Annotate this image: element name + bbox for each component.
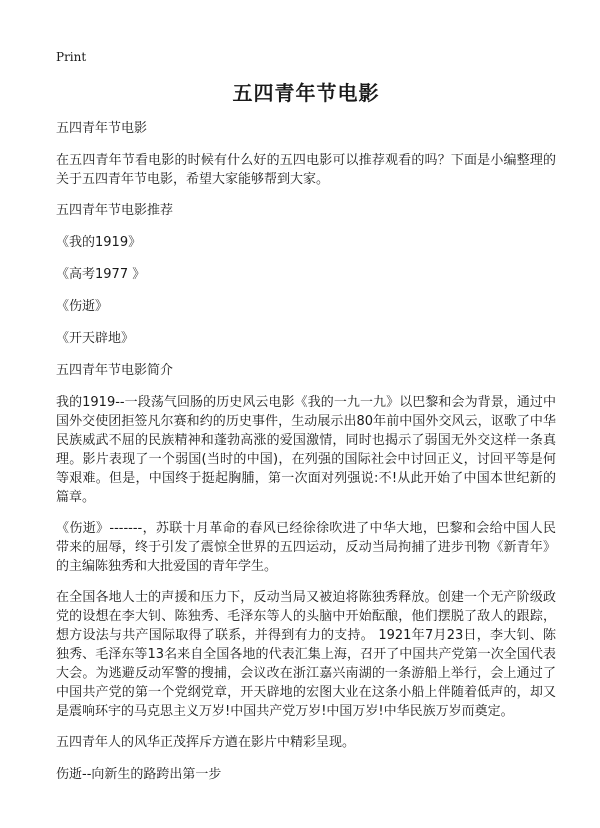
section-heading-recommend: 五四青年节电影推荐 xyxy=(56,203,174,218)
paragraph-synopsis-1919: 我的1919--一段荡气回肠的历史风云电影《我的一九一九》以巴黎和会为背景，通过中国外交使团拒签凡尔赛和约的历史事件，生动展示出80年前中国外交风云，讴歌了中华民族威武不屈的民族精神和蓬勃高涨的爱国激情，同时也揭示了弱国无外交这样一条真理。影片表现了一个弱国(当时的中国)，在列强的国际社会中讨回正义，讨回平等是何等艰难。但是，中国终于挺起胸脯，第一次面对列强说:不!从此开始了中国本世纪新的篇章。 xyxy=(56,395,556,505)
paragraph-synopsis-shangshi: 《伤逝》-------，苏联十月革命的春风已经徐徐吹进了中华大地，巴黎和会给中国人民带来的屈辱，终于引发了震惊全世界的五四运动，反动当局拘捕了进步刊物《新青年》的主编陈独秀和大批爱国的青年学生。 xyxy=(56,521,556,574)
paragraph-synopsis-party: 在全国各地人士的声援和压力下，反动当局又被迫将陈独秀释放。创建一个无产阶级政党的设想在李大钊、陈独秀、毛泽东等人的头脑中开始酝酿，他们摆脱了敌人的跟踪，想方设法与共产国际取得了联系，并得到有力的支持。 1921年7月23日，李大钊、陈独秀、毛泽东等13名来自全国各地的代表汇集上海，召开了中国共产党第一次全国代表大会。为逃避反动军警的搜捕，会议改在浙江嘉兴南湖的一条游船上举行，会上通过了中国共产党的第一个党纲党章，开天辟地的宏图大业在这条小船上伴随着低声的，却又是震响环宇的马克思主义万岁!中国共产党万岁!中国万岁!中华民族万岁而奠定。 xyxy=(56,590,556,719)
movie-item: 《伤逝》 xyxy=(56,299,109,314)
paragraph-intro: 在五四青年节看电影的时候有什么好的五四电影可以推荐观看的吗？下面是小编整理的关于五四青年节电影，希望大家能够帮到大家。 xyxy=(56,153,556,187)
section-heading-synopsis: 五四青年节电影简介 xyxy=(56,363,174,378)
page-title: 五四青年节电影 xyxy=(232,81,380,105)
paragraph-subtitle: 五四青年节电影 xyxy=(56,121,148,136)
movie-item: 《我的1919》 xyxy=(56,235,142,250)
movie-item: 《高考1977 》 xyxy=(56,267,146,282)
print-link[interactable]: Print xyxy=(56,50,87,64)
paragraph-youth: 五四青年人的风华正茂挥斥方遒在影片中精彩呈现。 xyxy=(56,735,356,750)
paragraph-shangshi-tagline: 伤逝--向新生的路跨出第一步 xyxy=(56,767,222,782)
movie-item: 《开天辟地》 xyxy=(56,331,135,346)
